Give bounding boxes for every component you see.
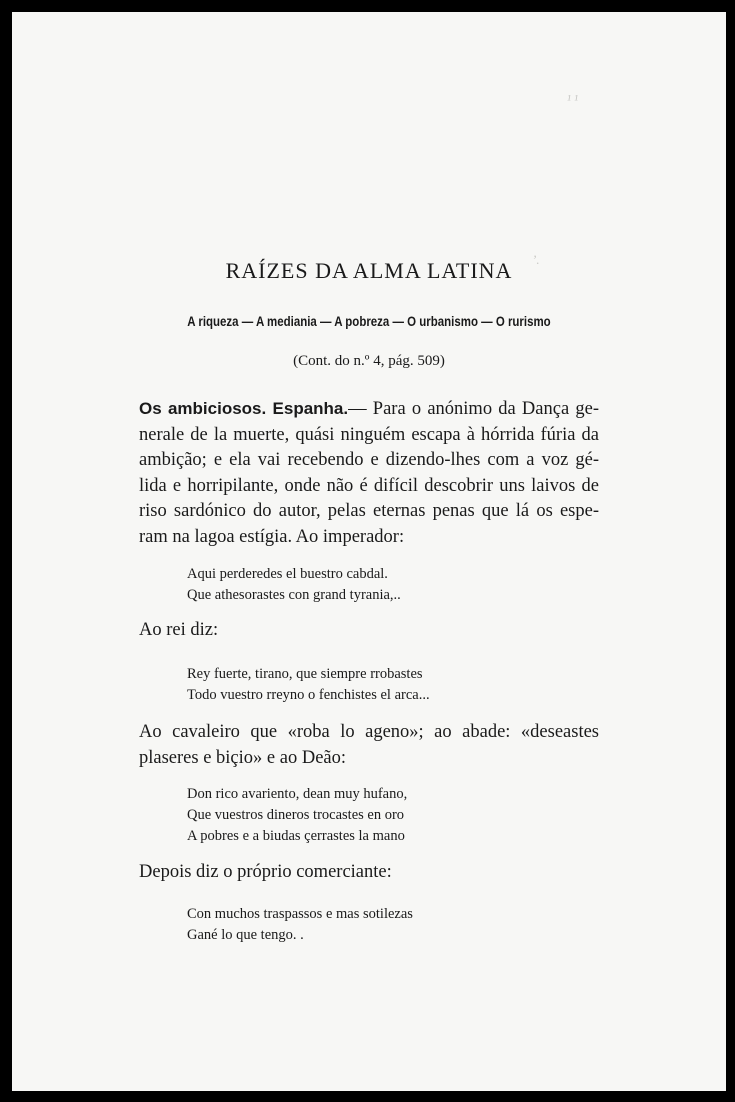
quote-line: Con muchos traspassos e mas sotilezas	[187, 906, 413, 922]
quote-line: Gané lo que tengo. .	[187, 927, 304, 943]
paragraph-1-line: — Para o anónimo da Dança ge-	[348, 399, 599, 419]
bleed-through-mark: ¹ ¹	[567, 92, 579, 107]
quote-line: Todo vuestro rreyno o fenchistes el arca...	[187, 687, 430, 703]
paragraph-1-line: riso sardónico do autor, pelas eternas penas que lá os espe-	[139, 501, 599, 521]
bleed-through-mark: ʼ.	[532, 252, 540, 267]
paragraph-1-lead: Os ambiciosos. Espanha.	[139, 399, 349, 418]
page-title: RAÍZES DA ALMA LATINA	[225, 258, 513, 283]
paragraph-2: Ao rei diz:	[139, 620, 219, 640]
subtitle: A riqueza — A mediania — A pobreza — O urbanismo — O rurismo	[187, 313, 551, 329]
paragraph-4: Depois diz o próprio comerciante:	[139, 862, 392, 882]
quote-line: Aqui perderedes el buestro cabdal.	[187, 566, 388, 582]
quote-line: A pobres e a biudas çerrastes la mano	[187, 828, 405, 844]
paragraph-3-line: plaseres e biçio» e ao Deão:	[139, 747, 347, 768]
quote-3	[187, 784, 407, 847]
quote-line: Que vuestros dineros trocastes en oro	[187, 807, 405, 823]
paragraph-1-line: lida e horripilante, onde não é difícil descobrir uns laivos de	[139, 475, 599, 496]
continuation-note: (Cont. do n.º 4, pág. 509)	[293, 353, 445, 369]
document-page	[12, 12, 726, 1091]
paragraph-1	[139, 396, 599, 550]
quote-2	[187, 664, 430, 706]
paragraph-1-line: ambição; e ela vai recebendo e dizendo-lhes com a voz gé-	[139, 450, 599, 470]
quote-line: Don rico avariento, dean muy hufano,	[187, 786, 408, 802]
quote-line: Rey fuerte, tirano, que siempre rrobastes	[187, 666, 423, 682]
paragraph-3-line: Ao cavaleiro que «roba lo ageno»; ao abade: «deseastes	[139, 722, 599, 742]
paragraph-1-line: nerale de la muerte, quási ninguém escapa à hórrida fúria da	[139, 424, 599, 445]
paragraph-1-first-line	[139, 396, 599, 423]
paragraph-3	[139, 720, 599, 771]
quote-4	[187, 904, 413, 946]
quote-1	[187, 564, 401, 606]
paragraph-1-line: ram na lagoa estígia. Ao imperador:	[139, 526, 405, 547]
quote-line: Que athesorastes con grand tyrania,..	[187, 587, 401, 603]
